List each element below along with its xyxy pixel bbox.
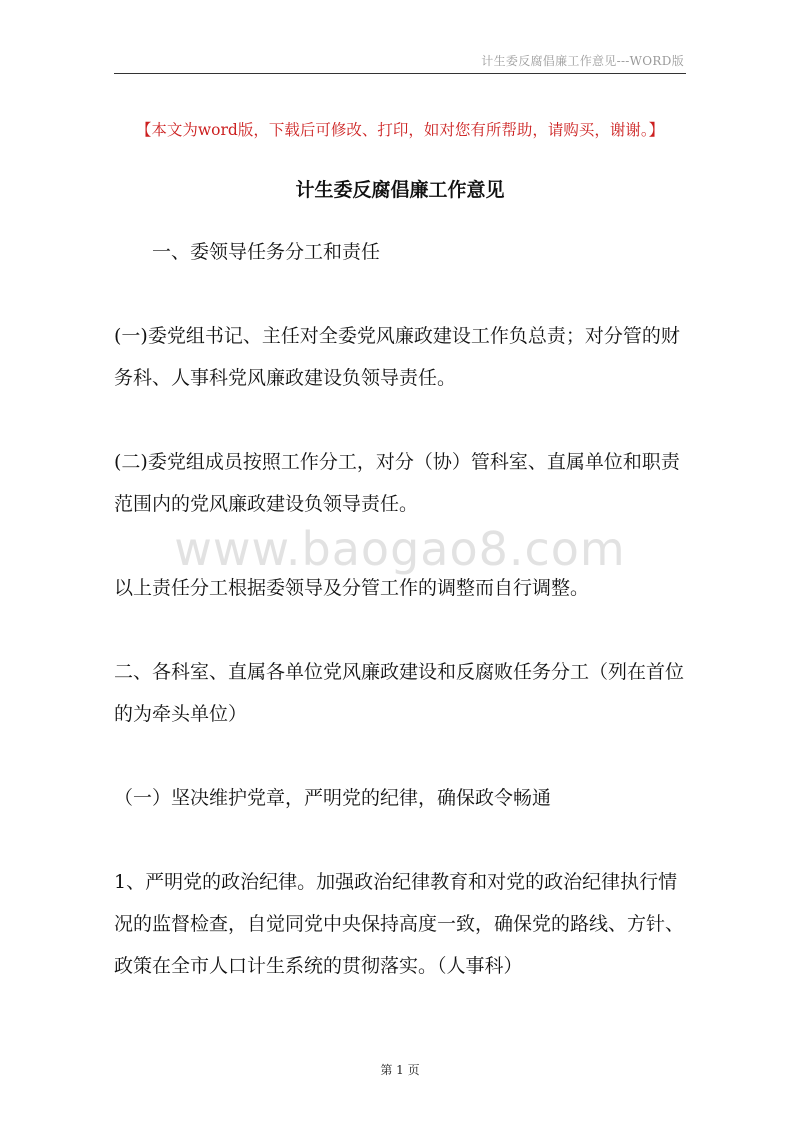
paragraph-line: 以上责任分工根据委领导及分管工作的调整而自行调整。 — [114, 577, 590, 599]
paragraph-line: 况的监督检查，自觉同党中央保持高度一致，确保党的路线、方针、 — [114, 913, 685, 935]
paragraph-item-1 — [114, 861, 686, 987]
paragraph-section-two-heading — [114, 651, 686, 735]
paragraph-line: （一）坚决维护党章，严明党的纪律，确保政令畅通 — [114, 787, 552, 809]
paragraph-line: 的为牵头单位） — [114, 703, 248, 725]
paragraph-section-one-heading — [114, 231, 686, 273]
paragraph-subsection-one — [114, 777, 686, 819]
purchase-notice: 【本文为word版，下载后可修改、打印，如对您有所帮助，请购买，谢谢。】 — [135, 121, 665, 139]
paragraph-item-one — [114, 315, 686, 399]
paragraph-adjustment-note — [114, 567, 686, 609]
paragraph-line: 二、各科室、直属各单位党风廉政建设和反腐败任务分工（列在首位 — [114, 661, 685, 683]
paragraph-line: (一)委党组书记、主任对全委党风廉政建设工作负总责；对分管的财 — [114, 325, 680, 347]
header-divider — [114, 73, 686, 74]
page-number: 第 1 页 — [380, 1063, 420, 1077]
watermark-text: www.baogao8.com — [174, 522, 626, 576]
paragraph-line: 1、严明党的政治纪律。加强政治纪律教育和对党的政治纪律执行情 — [114, 871, 678, 893]
paragraph-line: 政策在全市人口计生系统的贯彻落实。（人事科） — [114, 955, 523, 977]
paragraph-line: 务科、人事科党风廉政建设负领导责任。 — [114, 367, 457, 389]
paragraph-line: 范围内的党风廉政建设负领导责任。 — [114, 493, 419, 515]
paragraph-line: 一、委领导任务分工和责任 — [114, 241, 381, 263]
paragraph-line: (二)委党组成员按照工作分工，对分（协）管科室、直属单位和职责 — [114, 451, 680, 473]
document-title: 计生委反腐倡廉工作意见 — [295, 179, 505, 201]
header-title: 计生委反腐倡廉工作意见---WORD版 — [481, 54, 684, 68]
paragraph-item-two — [114, 441, 686, 525]
